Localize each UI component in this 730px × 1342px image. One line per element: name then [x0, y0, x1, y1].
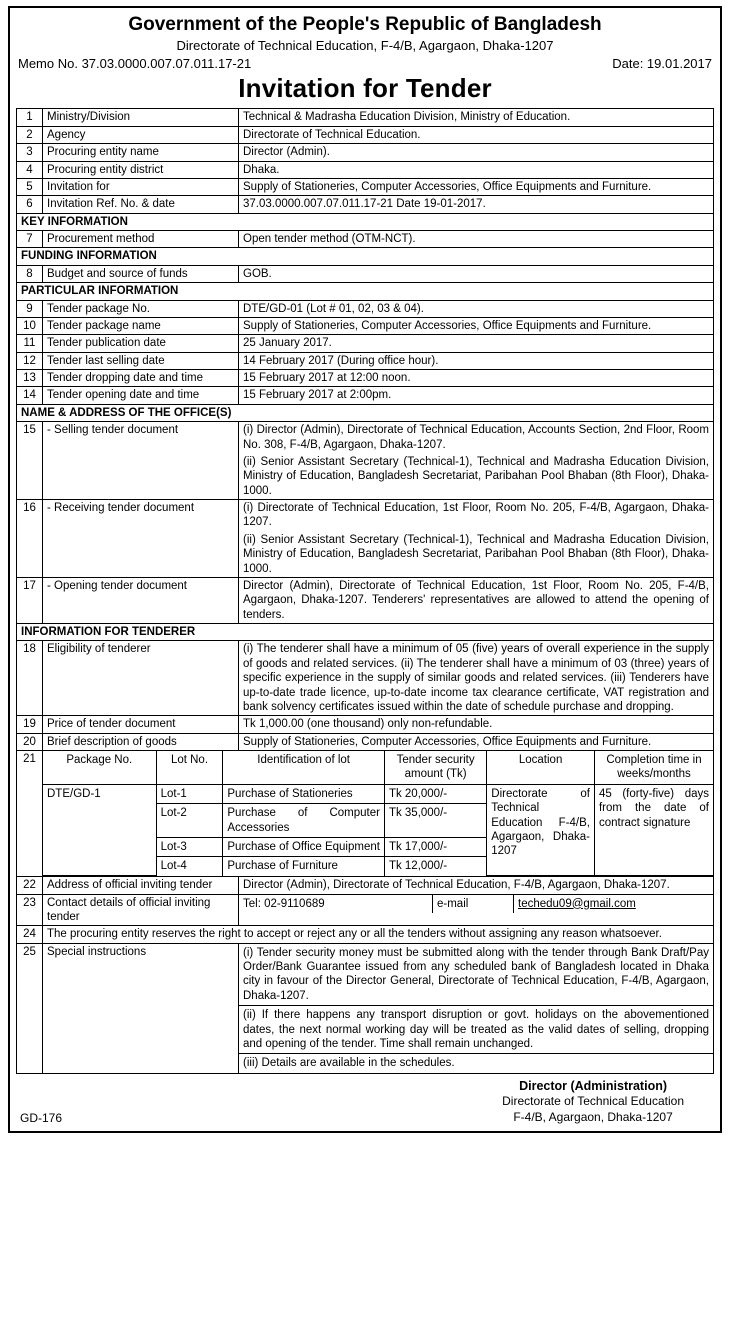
row-number: 12 — [17, 352, 43, 369]
row-number: 5 — [17, 178, 43, 195]
section-header-row — [17, 624, 714, 641]
row-label: Tender package No. — [43, 300, 239, 317]
row-value: GOB. — [239, 265, 714, 282]
row-number: 2 — [17, 126, 43, 143]
row-number: 25 — [17, 943, 43, 1073]
contact-row — [17, 894, 714, 926]
lot-no: Lot-4 — [156, 857, 223, 876]
lot-row — [43, 784, 713, 803]
package-table-row — [17, 751, 714, 877]
lot-security: Tk 17,000/- — [384, 837, 486, 856]
row-number: 20 — [17, 733, 43, 750]
table-row — [17, 370, 714, 387]
package-no-value: DTE/GD-1 — [43, 784, 156, 875]
row-label: Address of official inviting tender — [43, 877, 239, 894]
table-row — [17, 231, 714, 248]
package-table-header — [43, 751, 713, 784]
table-row — [17, 126, 714, 143]
row-number: 3 — [17, 144, 43, 161]
lot-security: Tk 20,000/- — [384, 784, 486, 803]
row-value: Supply of Stationeries, Computer Accessories, Office Equipments and Furniture. — [239, 317, 714, 334]
row-number: 1 — [17, 109, 43, 126]
table-row — [17, 335, 714, 352]
list-item — [239, 1054, 713, 1073]
row-number: 16 — [17, 500, 43, 578]
lot-no: Lot-1 — [156, 784, 223, 803]
memo-number: Memo No. 37.03.0000.007.07.011.17-21 — [18, 56, 252, 72]
row-value: (i) The tenderer shall have a minimum of 05 (five) years of overall experience in the supply of goods and related services. (ii) The tenderer shall have a minimum of 03 (three) years of specific experience in the supply of similar goods and related services. (iii) Tenderers have up-to-date trade licence, up-to-date income tax clearance certificate, VAT registration and bank solvency certificates issued within the date of schedule purchase and dropping. — [239, 641, 714, 716]
row-label: Special instructions — [43, 943, 239, 1073]
row-label: Tender publication date — [43, 335, 239, 352]
lot-location: Directorate of Technical Education F-4/B, Agargaon, Dhaka-1207 — [487, 784, 595, 875]
table-row — [17, 300, 714, 317]
row-number: 24 — [17, 926, 43, 943]
table-row — [17, 196, 714, 213]
table-row — [17, 317, 714, 334]
table-row — [17, 352, 714, 369]
page-title: Invitation for Tender — [238, 73, 492, 104]
row-label: Invitation Ref. No. & date — [43, 196, 239, 213]
row-number: 22 — [17, 877, 43, 894]
package-lot-table — [43, 751, 713, 876]
section-header-row — [17, 404, 714, 421]
row-value: The procuring entity reserves the right to accept or reject any or all the tenders without assigning any reason whatsoever. — [43, 926, 714, 943]
row-number: 8 — [17, 265, 43, 282]
row-value: Dhaka. — [239, 161, 714, 178]
row-label: Invitation for — [43, 178, 239, 195]
office-line: (ii) Senior Assistant Secretary (Technical-1), Technical and Madrasha Education Division, Ministry of Education, Bangladesh Secretariat, Paribahan Pool Bhaban (8th Floor), Dhaka-1000. — [243, 533, 709, 575]
row-value: Director (Admin), Directorate of Technical Education, 1st Floor, Room No. 205, F-4/B, Agargaon, Dhaka-1207. Tenderers' representatives are allowed to attend the opening of tenders. — [239, 577, 714, 623]
special-instructions-row — [17, 943, 714, 1073]
row-value: Supply of Stationeries, Computer Accessories, Office Equipments and Furniture. — [239, 178, 714, 195]
table-row — [17, 500, 714, 578]
row-label: Procuring entity district — [43, 161, 239, 178]
signatory-address: F-4/B, Agargaon, Dhaka-1207 — [513, 1109, 673, 1124]
row-value: Director (Admin). — [239, 144, 714, 161]
row-number: 11 — [17, 335, 43, 352]
table-row — [17, 109, 714, 126]
lot-completion-time: 45 (forty-five) days from the date of contract signature — [594, 784, 713, 875]
header-package-no: Package No. — [43, 751, 156, 784]
row-label: Procuring entity name — [43, 144, 239, 161]
row-value: Open tender method (OTM-NCT). — [239, 231, 714, 248]
row-label: - Opening tender document — [43, 577, 239, 623]
tender-details-table — [16, 108, 714, 1073]
header-tender-security: Tender security amount (Tk) — [384, 751, 486, 784]
contact-subtable — [239, 895, 713, 913]
row-number: 21 — [17, 751, 43, 877]
office-line: (i) Directorate of Technical Education, 1st Floor, Room No. 205, F-4/B, Agargaon, Dhaka-1207. — [243, 502, 709, 529]
row-value: Directorate of Technical Education. — [239, 126, 714, 143]
contact-telephone: Tel: 02-9110689 — [243, 897, 325, 910]
row-value: Technical & Madrasha Education Division, Ministry of Education. — [239, 109, 714, 126]
document-footer — [16, 1078, 714, 1125]
memo-date: Date: 19.01.2017 — [612, 56, 712, 72]
section-key-information: KEY INFORMATION — [17, 213, 714, 230]
table-row — [17, 877, 714, 894]
row-label: Tender dropping date and time — [43, 370, 239, 387]
special-instruction-text: (iii) Details are available in the schedules. — [239, 1054, 713, 1073]
signature-block — [502, 1078, 714, 1125]
signatory-org: Directorate of Technical Education — [502, 1093, 684, 1108]
header-completion-time: Completion time in weeks/months — [594, 751, 713, 784]
table-row — [17, 422, 714, 500]
table-row — [17, 387, 714, 404]
section-header-row — [17, 283, 714, 300]
table-row — [17, 161, 714, 178]
row-number: 7 — [17, 231, 43, 248]
row-value: 15 February 2017 at 12:00 noon. — [239, 370, 714, 387]
package-table-cell — [43, 751, 714, 877]
lot-identification: Purchase of Furniture — [223, 857, 385, 876]
table-row — [17, 265, 714, 282]
row-number: 6 — [17, 196, 43, 213]
row-number: 14 — [17, 387, 43, 404]
list-item — [239, 944, 713, 1006]
lot-identification: Purchase of Computer Accessories — [223, 804, 385, 838]
row-label: Procurement method — [43, 231, 239, 248]
row-label: Ministry/Division — [43, 109, 239, 126]
gd-number: GD-176 — [20, 1111, 63, 1126]
row-number: 10 — [17, 317, 43, 334]
row-number: 13 — [17, 370, 43, 387]
lot-no: Lot-3 — [156, 837, 223, 856]
row-label: Agency — [43, 126, 239, 143]
row-number: 23 — [17, 894, 43, 926]
row-value: 25 January 2017. — [239, 335, 714, 352]
row-label: Brief description of goods — [43, 733, 239, 750]
lot-security: Tk 12,000/- — [384, 857, 486, 876]
row-number: 18 — [17, 641, 43, 716]
directorate-subtitle: Directorate of Technical Education, F-4/B, Agargaon, Dhaka-1207 — [176, 37, 554, 53]
section-information-for-tenderer: INFORMATION FOR TENDERER — [17, 624, 714, 641]
list-item — [239, 1006, 713, 1054]
special-instructions-cell — [239, 943, 714, 1073]
table-row — [17, 577, 714, 623]
row-value: Supply of Stationeries, Computer Accessories, Office Equipments and Furniture. — [239, 733, 714, 750]
row-value: Tk 1,000.00 (one thousand) only non-refundable. — [239, 716, 714, 733]
row-value: 15 February 2017 at 2:00pm. — [239, 387, 714, 404]
header-location: Location — [487, 751, 595, 784]
special-instruction-text: (i) Tender security money must be submitted along with the tender through Bank Draft/Pay Order/Bank Guarantee issued from any scheduled bank of Bangladesh located in Dhaka city in favour of the Director General, Directorate of Technical Education, F-4/B, Agargaon, Dhaka-1207. — [239, 944, 713, 1006]
special-instructions-list — [239, 944, 713, 1073]
row-number: 4 — [17, 161, 43, 178]
office-line: (i) Director (Admin), Directorate of Technical Education, Accounts Section, 2nd Floor, Room No. 308, F-4/B, Agargaon, Dhaka-1207. — [243, 424, 709, 451]
contact-email-value[interactable] — [514, 895, 714, 913]
row-label: - Receiving tender document — [43, 500, 239, 578]
email-link[interactable]: techedu09@gmail.com — [518, 897, 636, 910]
row-number: 9 — [17, 300, 43, 317]
row-label: Budget and source of funds — [43, 265, 239, 282]
header-identification: Identification of lot — [223, 751, 385, 784]
contact-details-cell — [239, 894, 714, 926]
table-row — [17, 733, 714, 750]
header-lot-no: Lot No. — [156, 751, 223, 784]
row-value: 14 February 2017 (During office hour). — [239, 352, 714, 369]
government-title: Government of the People's Republic of Bangladesh — [128, 14, 602, 35]
section-particular-information: PARTICULAR INFORMATION — [17, 283, 714, 300]
contact-email-label: e-mail — [433, 895, 514, 913]
table-row — [17, 926, 714, 943]
signatory-title: Director (Administration) — [519, 1078, 668, 1093]
row-value — [239, 422, 714, 500]
row-value: 37.03.0000.007.07.011.17-21 Date 19-01-2017. — [239, 196, 714, 213]
lot-security: Tk 35,000/- — [384, 804, 486, 838]
special-instruction-text: (ii) If there happens any transport disruption or govt. holidays on the abovementioned dates, the next normal working day will be treated as the valid dates of selling, dropping and opening of the tender. Time shall remain unchanged. — [239, 1006, 713, 1054]
row-value: DTE/GD-01 (Lot # 01, 02, 03 & 04). — [239, 300, 714, 317]
row-label: - Selling tender document — [43, 422, 239, 500]
table-row — [17, 716, 714, 733]
row-value: Director (Admin), Directorate of Technical Education, F-4/B, Agargaon, Dhaka-1207. — [239, 877, 714, 894]
table-row — [17, 144, 714, 161]
row-label: Tender last selling date — [43, 352, 239, 369]
row-value — [239, 500, 714, 578]
section-name-address: NAME & ADDRESS OF THE OFFICE(S) — [17, 404, 714, 421]
row-number: 17 — [17, 577, 43, 623]
section-funding-information: FUNDING INFORMATION — [17, 248, 714, 265]
row-number: 15 — [17, 422, 43, 500]
lot-no: Lot-2 — [156, 804, 223, 838]
section-header-row — [17, 248, 714, 265]
section-header-row — [17, 213, 714, 230]
row-label: Eligibility of tenderer — [43, 641, 239, 716]
row-label: Tender opening date and time — [43, 387, 239, 404]
lot-identification: Purchase of Office Equipment — [223, 837, 385, 856]
memo-date-row — [18, 56, 712, 71]
row-label: Price of tender document — [43, 716, 239, 733]
office-line: (ii) Senior Assistant Secretary (Technical-1), Technical and Madrasha Education Division, Ministry of Education, Bangladesh Secretariat, Paribahan Pool Bhaban (8th Floor), Dhaka-1000. — [243, 455, 709, 497]
document-border — [8, 6, 722, 1133]
lot-identification: Purchase of Stationeries — [223, 784, 385, 803]
table-row — [17, 178, 714, 195]
row-label: Contact details of official inviting tender — [43, 894, 239, 926]
row-number: 19 — [17, 716, 43, 733]
table-row — [17, 641, 714, 716]
row-label: Tender package name — [43, 317, 239, 334]
